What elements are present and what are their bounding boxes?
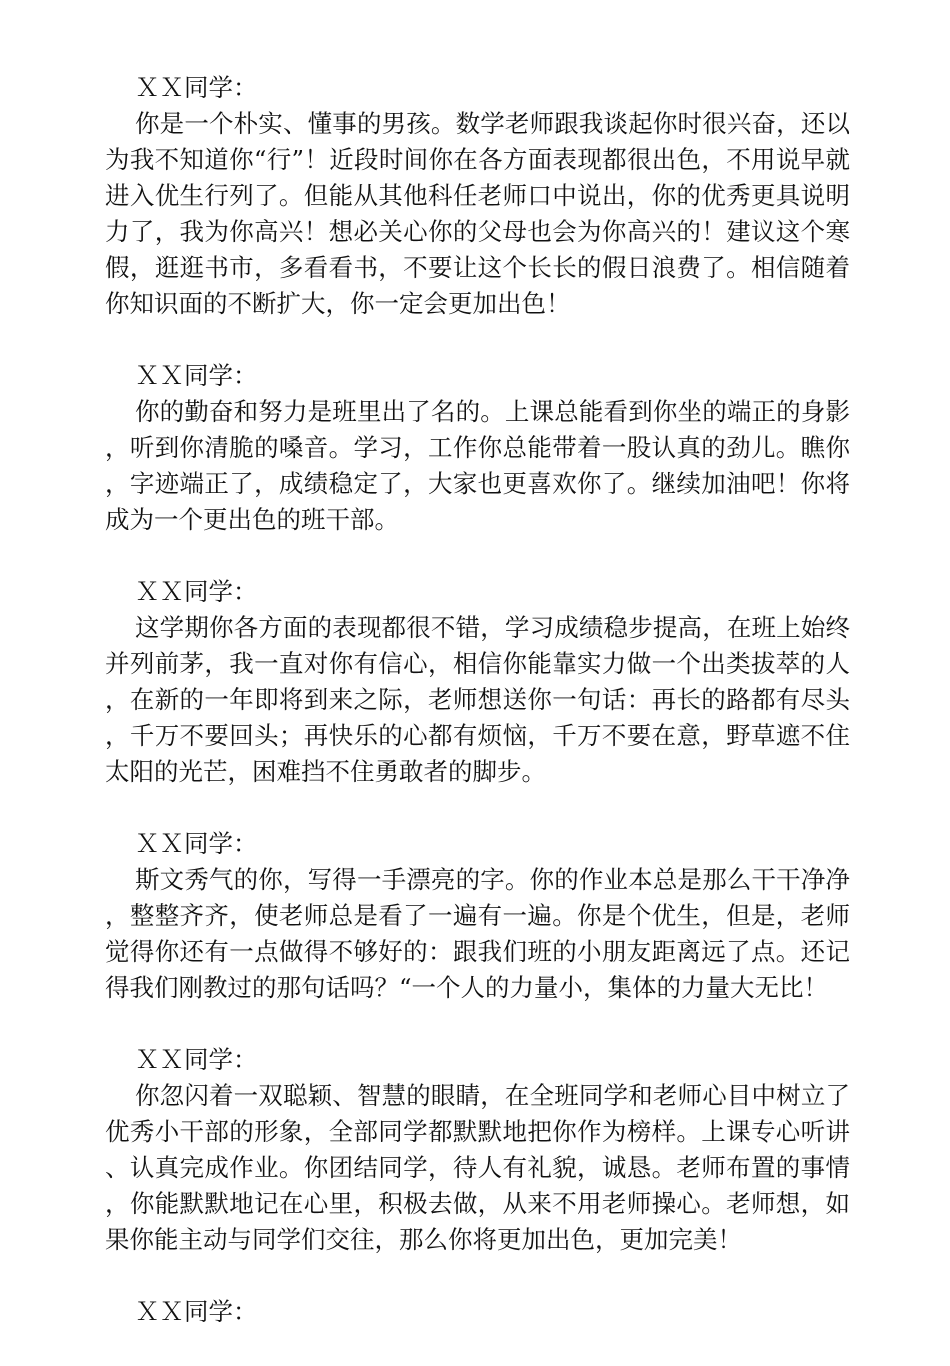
letter-body: 斯文秀气的你，写得一手漂亮的字。你的作业本总是那么干干净净，整整齐齐，使老师总是看了一遍有一遍。你是个优生，但是，老师觉得你还有一点做得不够好的：跟我们班的小朋友距离远了点。还记得我们刚教过的那句话吗？“一个人的力量小，集体的力量大无比！ (105, 865, 850, 1002)
letter-entry (105, 70, 850, 322)
letter-body: 这学期你各方面的表现都很不错，学习成绩稳步提高，在班上始终并列前茅，我一直对你有信心，相信你能靠实力做一个出类拔萃的人，在新的一年即将到来之际，老师想送你一句话：再长的路都有尽头，千万不要回头；再快乐的心都有烦恼，千万不要在意，野草遮不住太阳的光芒，困难挡不住勇敢者的脚步。 (105, 613, 850, 786)
letter-entry (105, 1042, 850, 1258)
letter-body: 你是一个朴实、懂事的男孩。数学老师跟我谈起你时很兴奋，还以为我不知道你“行”！近段时间你在各方面表现都很出色，不用说早就进入优生行列了。但能从其他科任老师口中说出，你的优秀更具说明力了，我为你高兴！想必关心你的父母也会为你高兴的！建议这个寒假，逛逛书市，多看看书，不要让这个长长的假日浪费了。相信随着你知识面的不断扩大，你一定会更加出色！ (105, 109, 850, 318)
letter-body: 你的勤奋和努力是班里出了名的。上课总能看到你坐的端正的身影，听到你清脆的嗓音。学习，工作你总能带着一股认真的劲儿。瞧你，字迹端正了，成绩稳定了，大家也更喜欢你了。继续加油吧！你将成为一个更出色的班干部。 (105, 397, 850, 534)
letter-salutation: ＸＸ同学： (135, 73, 258, 102)
letter-salutation: ＸＸ同学： (135, 361, 258, 390)
letter-salutation: ＸＸ同学： (135, 1045, 258, 1074)
letter-entry (105, 574, 850, 790)
letter-entry (105, 826, 850, 1006)
letter-salutation: ＸＸ同学： (135, 577, 258, 606)
letter-entry (105, 358, 850, 538)
letter-entry (105, 1294, 850, 1330)
letter-body: 你忽闪着一双聪颖、智慧的眼睛，在全班同学和老师心目中树立了优秀小干部的形象，全部同学都默默地把你作为榜样。上课专心听讲、认真完成作业。你团结同学，待人有礼貌，诚恳。老师布置的事情，你能默默地记在心里，积极去做，从来不用老师操心。老师想，如果你能主动与同学们交往，那么你将更加出色，更加完美！ (105, 1081, 850, 1254)
letter-salutation: ＸＸ同学： (135, 829, 258, 858)
letters-container (105, 70, 850, 1366)
letter-salutation: ＸＸ同学： (135, 1297, 258, 1326)
